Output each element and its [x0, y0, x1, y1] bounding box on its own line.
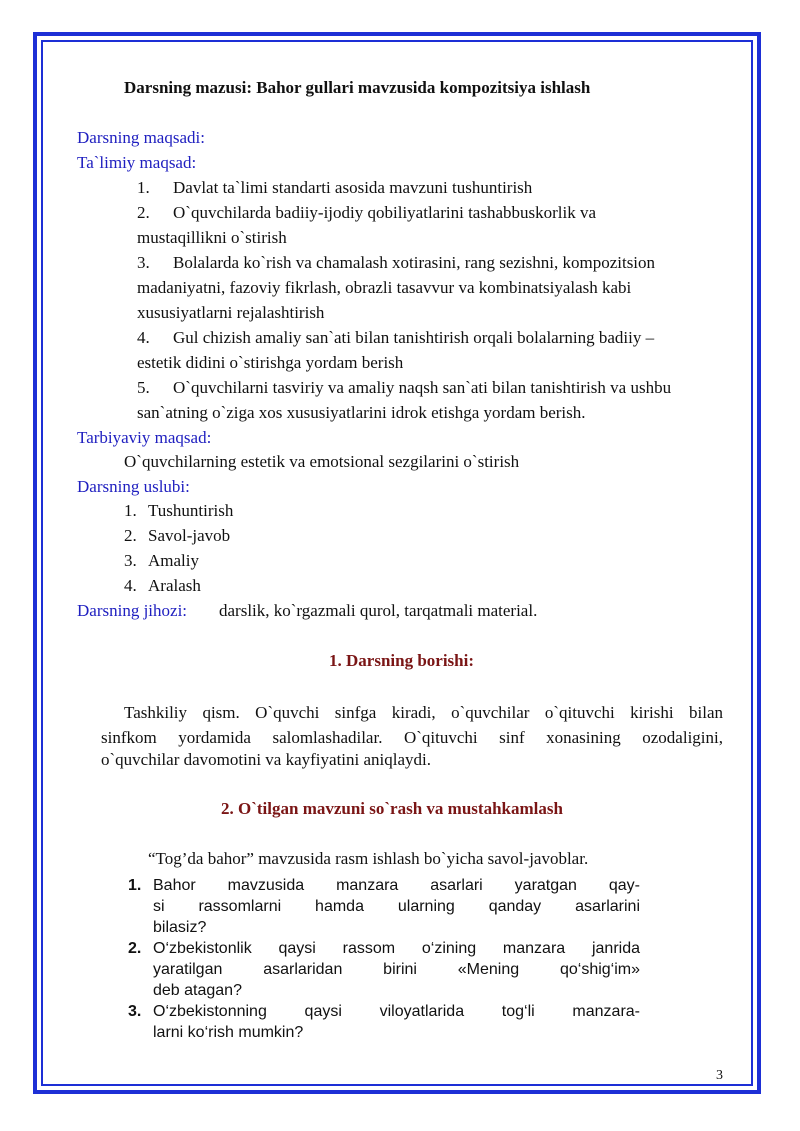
question-1-line-3: bilasiz? [153, 919, 207, 936]
section1-line-1: Tashkiliy qism. O`quvchi sinfga kiradi, o`quvchilar o`qituvchi kirishi bilan [124, 703, 723, 722]
talimiy-label: Ta`limiy maqsad: [77, 153, 197, 172]
question-2-line-1: O‘zbekistonlik qaysi rassom o‘zining manzara janrida [153, 940, 640, 957]
jihoz-label: Darsning jihozi: [77, 601, 188, 620]
talimiy-item-3-cont1: madaniyatni, fazoviy fikrlash, obrazli tasavvur va kombinatsiyalash kabi [137, 278, 632, 297]
talimiy-item-4-cont: estetik didini o`stirishga yordam berish [137, 353, 404, 372]
talimiy-item-3: 3. Bolalarda ko`rish va chamalash xotirasini, rang sezishni, kompozitsion [137, 253, 656, 272]
question-2-line-2: yaratilgan asarlaridan birini «Mening qo‘shig‘im» [153, 961, 640, 978]
talimiy-item-1: 1. Davlat ta`limi standarti asosida mavzuni tushuntirish [137, 178, 533, 197]
question-2-number: 2. [128, 940, 142, 957]
question-3-number: 3. [128, 1003, 142, 1020]
question-2-line-3: deb atagan? [153, 982, 242, 999]
lesson-title: Darsning mazusi: Bahor gullari mavzusida kompozitsiya ishlash [124, 78, 591, 97]
talimiy-item-3-cont2: xususiyatlarni rejalashtirish [137, 303, 325, 322]
section1-line-2: sinfkom yordamida salomlashadilar. O`qituvchi sinf xonasining ozodaligini, [101, 728, 723, 747]
question-1-line-1: Bahor mavzusida manzara asarlari yaratgan qay- [153, 877, 640, 894]
question-3-line-2: larni ko‘rish mumkin? [153, 1024, 304, 1041]
uslub-label: Darsning uslubi: [77, 477, 190, 496]
section1-heading: 1. Darsning borishi: [329, 651, 474, 670]
uslub-item-1: 1. Tushuntirish [124, 501, 234, 520]
page-number: 3 [716, 1068, 723, 1083]
section2-intro: “Tog’da bahor” mavzusida rasm ishlash bo`yicha savol-javoblar. [148, 849, 589, 868]
talimiy-item-5-cont: san`atning o`ziga xos xususiyatlarini idrok etishga yordam berish. [137, 403, 586, 422]
uslub-item-2: 2. Savol-javob [124, 526, 231, 545]
jihoz-text: darslik, ko`rgazmali qurol, tarqatmali material. [219, 601, 538, 620]
question-3-line-1: O‘zbekistonning qaysi viloyatlarida tog‘li manzara- [153, 1003, 640, 1020]
tarbiyaviy-label: Tarbiyaviy maqsad: [77, 428, 212, 447]
question-1-line-2: si rassomlarni hamda ularning qanday asarlarini [153, 898, 640, 915]
talimiy-item-5: 5. O`quvchilarni tasviriy va amaliy naqsh san`ati bilan tanishtirish va ushbu [137, 378, 672, 397]
uslub-item-3: 3. Amaliy [124, 551, 199, 570]
section1-line-3: o`quvchilar davomotini va kayfiyatini aniqlaydi. [101, 750, 431, 769]
section2-heading: 2. O`tilgan mavzuni so`rash va mustahkamlash [221, 799, 563, 818]
talimiy-item-2-cont: mustaqillikni o`stirish [137, 228, 287, 247]
talimiy-item-2: 2. O`quvchilarda badiiy-ijodiy qobiliyatlarini tashabbuskorlik va [137, 203, 597, 222]
tarbiyaviy-text: O`quvchilarning estetik va emotsional sezgilarini o`stirish [124, 452, 520, 471]
uslub-item-4: 4. Aralash [124, 576, 201, 595]
talimiy-item-4: 4. Gul chizish amaliy san`ati bilan tanishtirish orqali bolalarning badiiy – [137, 328, 655, 347]
question-1-number: 1. [128, 877, 142, 894]
maqsad-label: Darsning maqsadi: [77, 128, 205, 147]
